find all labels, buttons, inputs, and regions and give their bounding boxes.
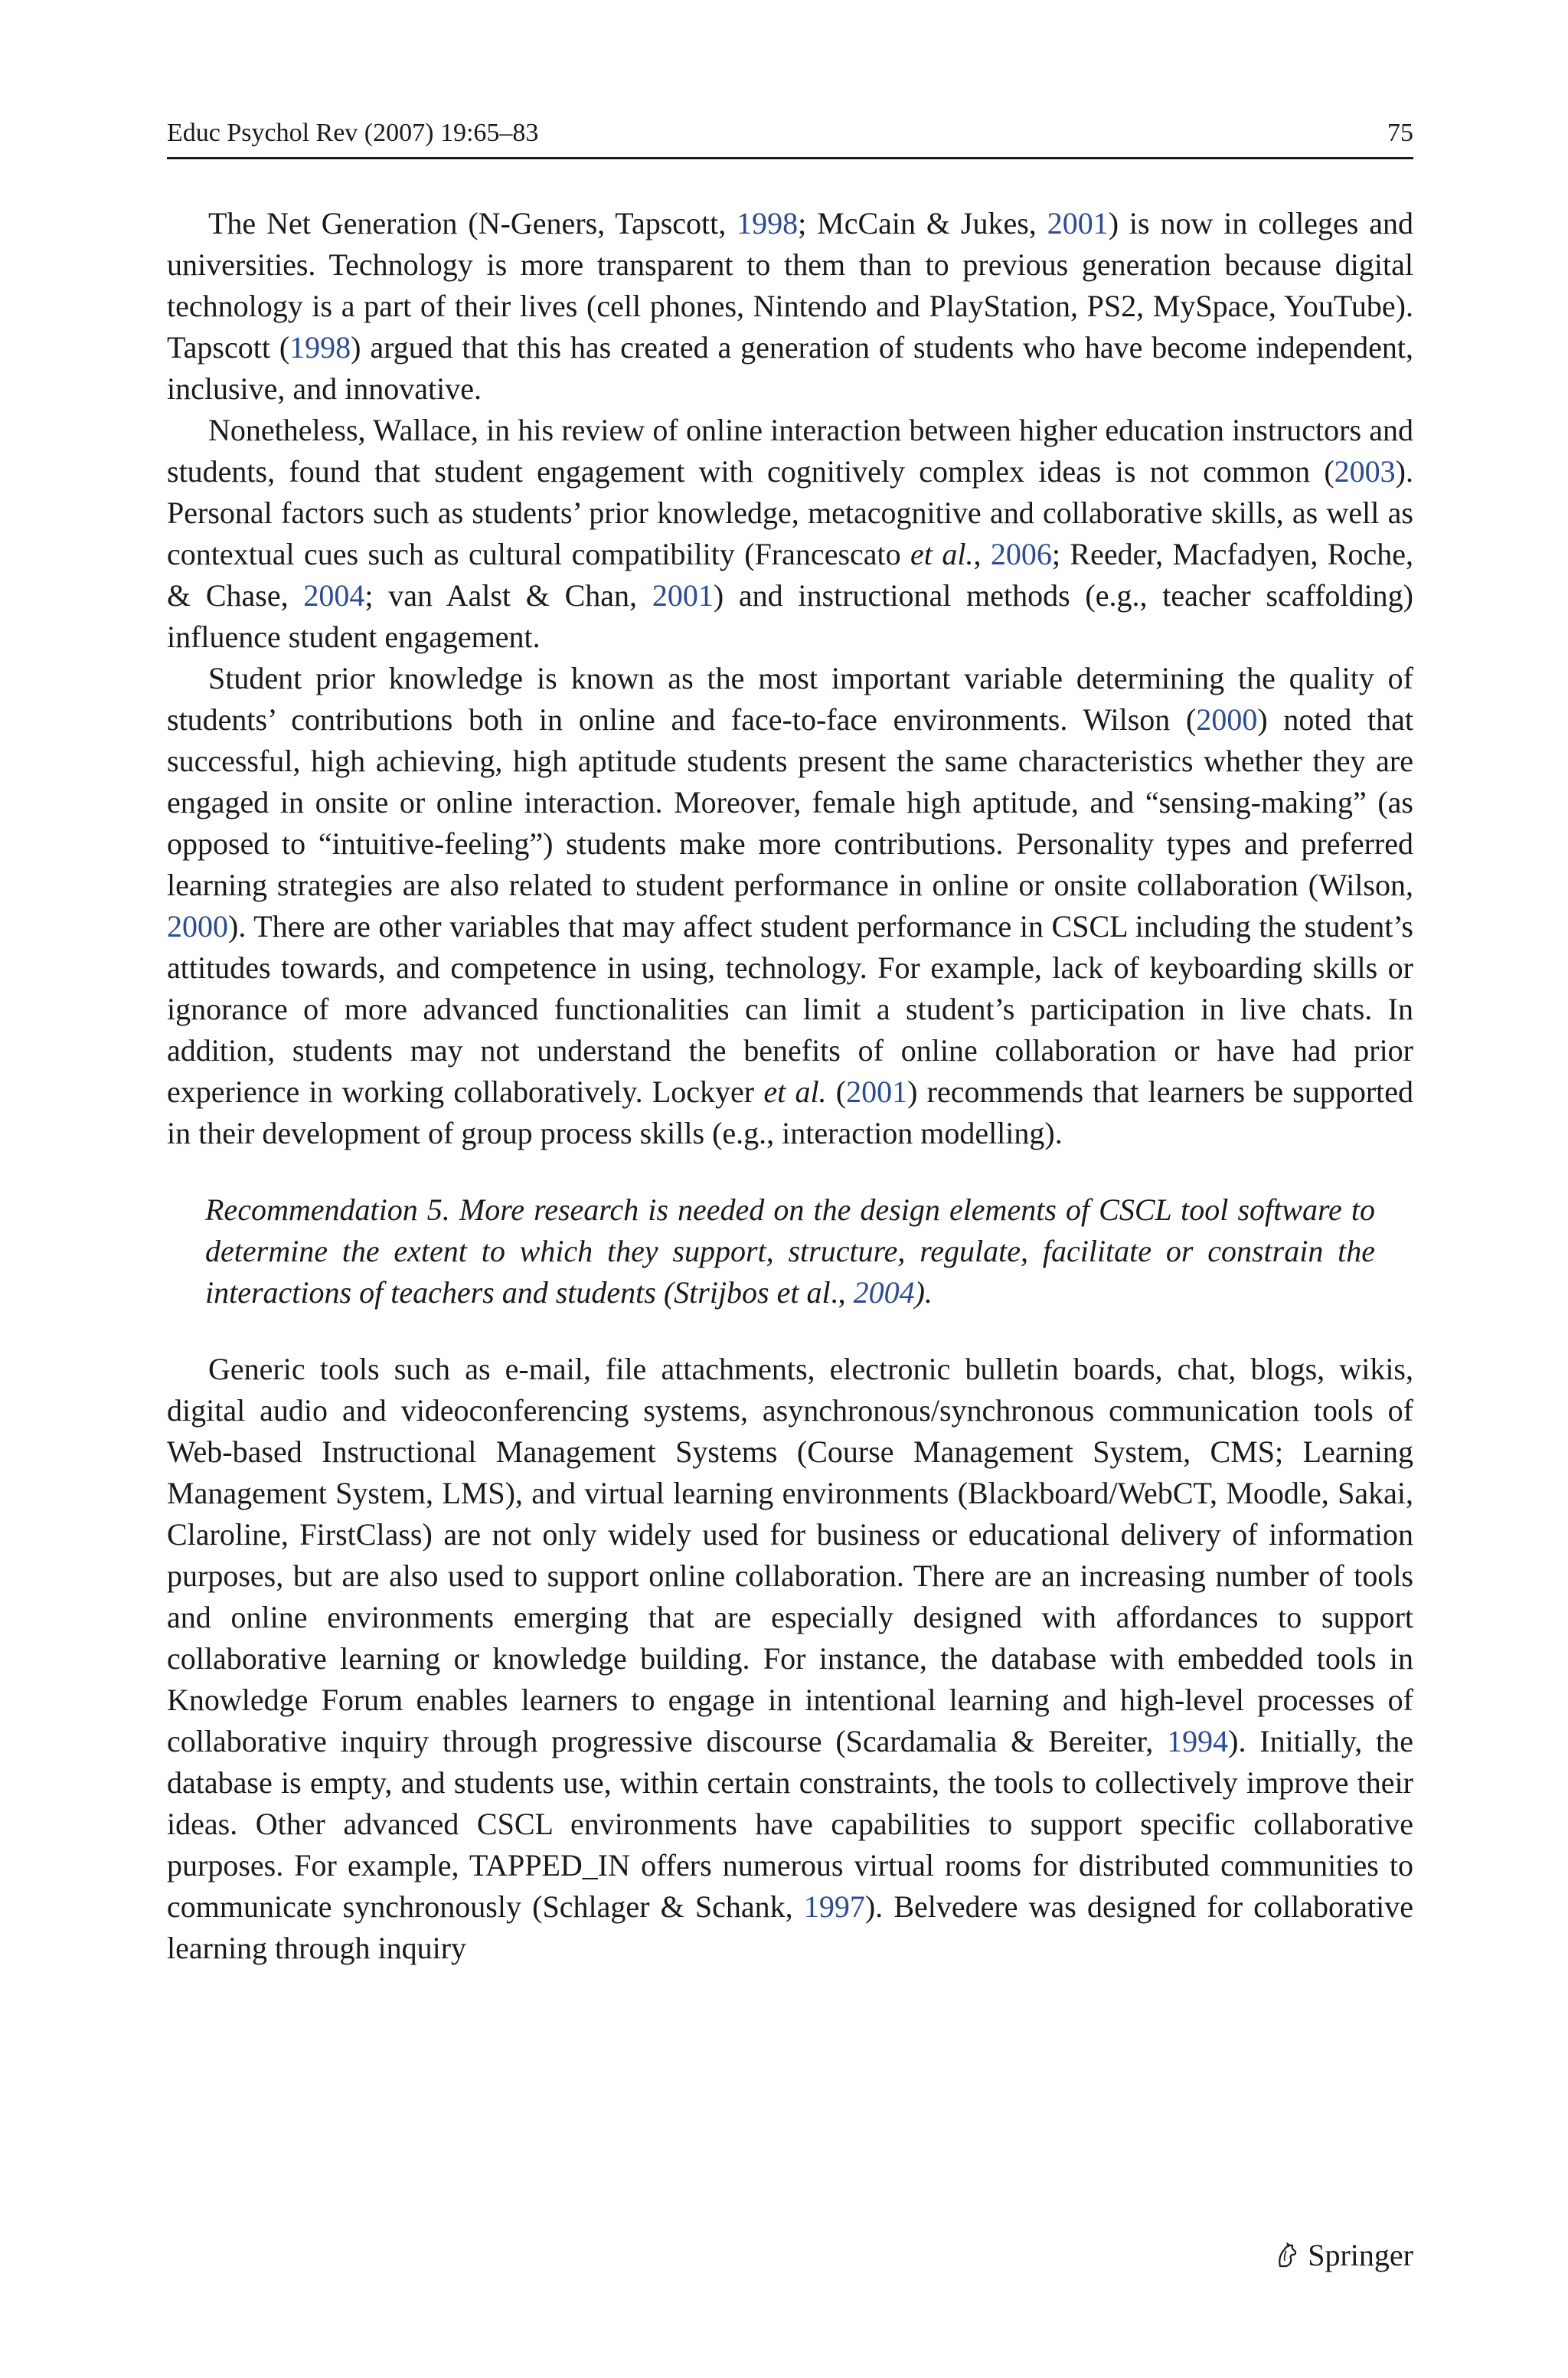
citation-link[interactable]: 2006 — [990, 537, 1052, 571]
citation-link[interactable]: 2004 — [853, 1275, 915, 1310]
recommendation-5: Recommendation 5. More research is needed on the design elements of CSCL tool software to determine the extent to which they support, structure, regulate, facilitate or constrain the interactions of teachers and students (Strijbos et al., 2004). — [205, 1192, 1375, 1310]
citation-link[interactable]: 2001 — [652, 578, 714, 613]
paragraph-net-generation: The Net Generation (N-Geners, Tapscott, 1998; McCain & Jukes, 2001) is now in colleges and universities. Technology is more transparent to them than to previous generation because digital technology is a part of their lives (cell phones, Nintendo and PlayStation, PS2, MySpace, YouTube). Tapscott (1998) argued that this has created a generation of students who have become independent, inclusive, and innovative. — [167, 206, 1413, 406]
citation-link[interactable]: 2001 — [846, 1075, 908, 1109]
header-divider — [167, 157, 1413, 159]
paragraph-wallace-review: Nonetheless, Wallace, in his review of online interaction between higher education instructors and students, found that student engagement with cognitively complex ideas is not common (2003). Personal factors such as students’ prior knowledge, metacognitive and collaborative skills, as well as contextual cues such as cultural compatibility (Francescato et al., 2006; Reeder, Macfadyen, Roche, & Chase, 2004; van Aalst & Chan, 2001) and instructional methods (e.g., teacher scaffolding) influence student engagement. — [167, 413, 1413, 654]
article-body — [167, 203, 1413, 1969]
citation-link[interactable]: 1994 — [1167, 1724, 1229, 1758]
publisher-logo — [1271, 2235, 1413, 2276]
springer-horse-icon — [1271, 2240, 1302, 2271]
citation-link[interactable]: 2004 — [303, 578, 365, 613]
paragraph-generic-tools: Generic tools such as e-mail, file attachments, electronic bulletin boards, chat, blogs, wikis, digital audio and videoconferencing systems, asynchronous/synchronous communication tools of Web-based Instructional Management Systems (Course Management System, CMS; Learning Management System, LMS), and virtual learning environments (Blackboard/WebCT, Moodle, Sakai, Claroline, FirstClass) are not only widely used for business or educational delivery of information purposes, but are also used to support online collaboration. There are an increasing number of tools and online environments emerging that are especially designed with affordances to support collaborative learning or knowledge building. For instance, the database with embedded tools in Knowledge Forum enables learners to engage in intentional learning and high-level processes of collaborative inquiry through progressive discourse (Scardamalia & Bereiter, 1994). Initially, the database is empty, and students use, within certain constraints, the tools to collectively improve their ideas. Other advanced CSCL environments have capabilities to support specific collaborative purposes. For example, TAPPED_IN offers numerous virtual rooms for distributed communities to communicate synchronously (Schlager & Schank, 1997). Belvedere was designed for collaborative learning through inquiry — [167, 1352, 1413, 1965]
citation-link[interactable]: 2003 — [1334, 454, 1396, 489]
citation-link[interactable]: 1998 — [289, 330, 351, 365]
citation-link[interactable]: 1997 — [803, 1889, 865, 1924]
citation-link[interactable]: 1998 — [737, 206, 799, 240]
citation-link[interactable]: 2000 — [1196, 702, 1258, 737]
paragraph-prior-knowledge: Student prior knowledge is known as the most important variable determining the quality of students’ contributions both in online and face-to-face environments. Wilson (2000) noted that successful, high achieving, high aptitude students present the same characteristics whether they are engaged in onsite or online interaction. Moreover, female high aptitude, and “sensing-making” (as opposed to “intuitive-feeling”) students make more contributions. Personality types and preferred learning strategies are also related to student performance in online or onsite collaboration (Wilson, 2000). There are other variables that may affect student performance in CSCL including the student’s attitudes towards, and competence in using, technology. For example, lack of keyboarding skills or ignorance of more advanced functionalities can limit a student’s participation in live chats. In addition, students may not understand the benefits of online collaboration or have had prior experience in working collaboratively. Lockyer et al. (2001) recommends that learners be supported in their development of group process skills (e.g., interaction modelling). — [167, 661, 1414, 1150]
citation-link[interactable]: 2000 — [167, 909, 228, 944]
page-number: 75 — [1387, 119, 1413, 147]
citation-link[interactable]: 2001 — [1047, 206, 1109, 240]
publisher-name: Springer — [1308, 2238, 1413, 2272]
journal-citation: Educ Psychol Rev (2007) 19:65–83 — [167, 119, 539, 147]
